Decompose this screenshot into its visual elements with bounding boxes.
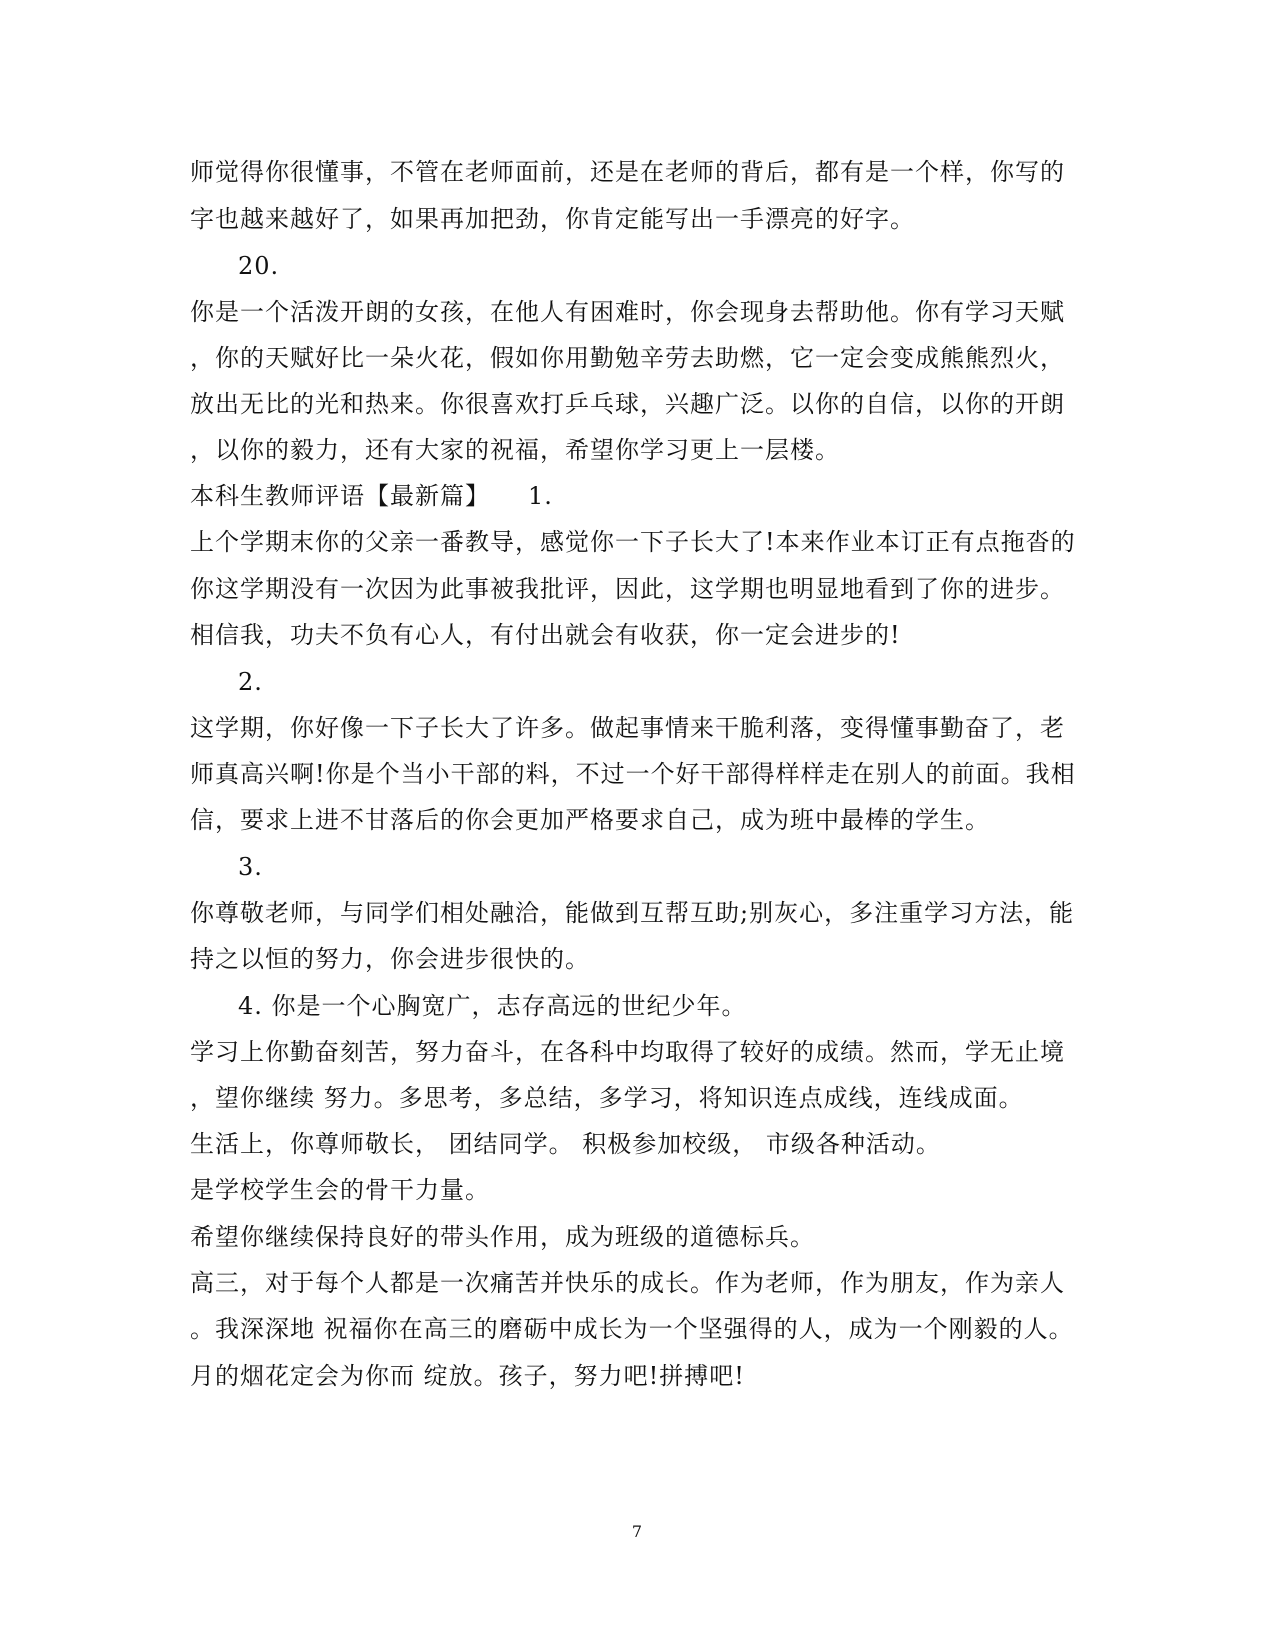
text-line: 月的烟花定会为你而 绽放。孩子，努力吧!拼搏吧! [190,1362,745,1390]
item-number: 2. [238,668,263,696]
item-number: 3. [238,853,263,881]
text-line: 相信我，功夫不负有心人，有付出就会有收获，你一定会进步的! [190,621,901,649]
text-line: 你是一个活泼开朗的女孩，在他人有困难时，你会现身去帮助他。你有学习天赋 [190,298,1065,326]
text-line: 你尊敬老师，与同学们相处融洽，能做到互帮互助;别灰心，多注重学习方法，能 [190,899,1075,927]
page-number: 7 [631,1522,643,1541]
text-line: 上个学期末你的父亲一番教导，感觉你一下子长大了!本来作业本订正有点拖沓的 [190,528,1076,556]
text-line: 高三，对于每个人都是一次痛苦并快乐的成长。作为老师，作为朋友，作为亲人 [190,1269,1065,1297]
text-line: 这学期，你好像一下子长大了许多。做起事情来干脆利落，变得懂事勤奋了，老 [190,714,1065,742]
text-line: 放出无比的光和热来。你很喜欢打乒乓球，兴趣广泛。以你的自信，以你的开朗 [190,390,1065,418]
text-line: 你这学期没有一次因为此事被我批评，因此，这学期也明显地看到了你的进步。 [190,575,1065,603]
text-line: ，以你的毅力，还有大家的祝福，希望你学习更上一层楼。 [190,436,840,464]
text-line: 信，要求上进不甘落后的你会更加严格要求自己，成为班中最棒的学生。 [190,806,990,834]
text-line: 字也越来越好了，如果再加把劲，你肯定能写出一手漂亮的好字。 [190,205,915,233]
text-line: 生活上，你尊师敬长， 团结同学。 积极参加校级， 市级各种活动。 [190,1130,941,1158]
section-heading: 本科生教师评语【最新篇】 1. [190,482,553,510]
item-number: 4. 你是一个心胸宽广，志存高远的世纪少年。 [238,992,747,1020]
text-line: 希望你继续保持良好的带头作用，成为班级的道德标兵。 [190,1223,815,1251]
text-line: 是学校学生会的骨干力量。 [190,1176,490,1204]
text-line: 师真高兴啊!你是个当小干部的料，不过一个好干部得样样走在别人的前面。我相 [190,760,1076,788]
text-line: 师觉得你很懂事，不管在老师面前，还是在老师的背后，都有是一个样，你写的 [190,158,1065,186]
text-line: 。我深深地 祝福你在高三的磨砺中成长为一个坚强得的人，成为一个刚毅的人。 [190,1315,1074,1343]
text-line: ，你的天赋好比一朵火花，假如你用勤勉辛劳去助燃，它一定会变成熊熊烈火， [190,344,1065,372]
text-line: 持之以恒的努力，你会进步很快的。 [190,945,590,973]
item-number: 20. [238,252,280,280]
text-line: 学习上你勤奋刻苦，努力奋斗，在各科中均取得了较好的成绩。然而，学无止境 [190,1038,1065,1066]
text-line: ，望你继续 努力。多思考，多总结，多学习，将知识连点成线，连线成面。 [190,1084,1024,1112]
